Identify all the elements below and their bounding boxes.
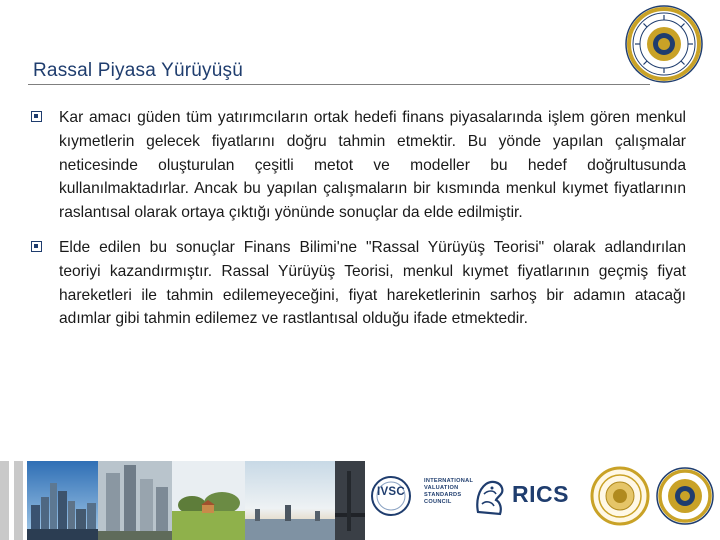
bullet-item: [30, 236, 686, 331]
footer-stripe: [14, 461, 23, 540]
ivsc-name: [424, 478, 473, 506]
bridge-photo: [335, 461, 365, 540]
bullet-text: Elde edilen bu sonuçlar Finans Bilimi'ne "Rassal Yürüyüş Teorisi" olarak adlandırılan teoriyi kazandırmıştır. Rassal Yürüyüş Teorisi, menkul kıymet fiyatlarının geçmiş fiyat hareketleri ile tahmin edilemeyeceğini, fiyat hareketlerinin sarhoş bir adamın atacağı adımlar gibi tahmin edilemez ve rastlantısal olduğu ifade etmektedir.: [59, 238, 686, 328]
checkbox-square-icon: [31, 111, 42, 122]
countryside-photo: [172, 461, 245, 540]
lion-emblem-icon: [470, 474, 508, 518]
ivsc-name-line: COUNCIL: [424, 499, 452, 505]
bullet-item: [30, 106, 686, 225]
city-skyline-photo: [27, 461, 98, 540]
bullet-list: [30, 106, 686, 342]
footer-stripe: [0, 461, 9, 540]
checkbox-square-icon: [31, 241, 42, 252]
towers-photo: [98, 461, 172, 540]
ivsc-name-line: STANDARDS: [424, 492, 462, 498]
ivsc-logo-text: IVSC: [376, 486, 406, 498]
university-seal-icon: [624, 4, 704, 84]
ivsc-name-line: VALUATION: [424, 485, 459, 491]
page-title: Rassal Piyasa Yürüyüşü: [33, 60, 243, 81]
rics-logo-text: RICS: [512, 481, 569, 507]
gold-seal-icon: [590, 466, 650, 526]
harbor-photo: [245, 461, 335, 540]
university-seal-small-icon: [655, 466, 715, 526]
bullet-text: Kar amacı güden tüm yatırımcıların ortak hedefi finans piyasalarında işlem gören menkul kıymetlerin gelecek fiyatlarını doğru tahmin etmektir. Bu yönde yapılan çalışmalar neticesinde oluşturulan çeşitli metot ve modeller bu hedef doğrultusunda kullanılmaktadırlar. Ancak bu yapılan çalışmaların bir kısmında menkul kıymet fiyatlarının raslantısal olarak ortaya çıktığı yönünde sonuçlar da elde edilmiştir.: [59, 109, 686, 222]
title-divider: [28, 84, 650, 85]
ivsc-name-line: INTERNATIONAL: [424, 478, 474, 484]
